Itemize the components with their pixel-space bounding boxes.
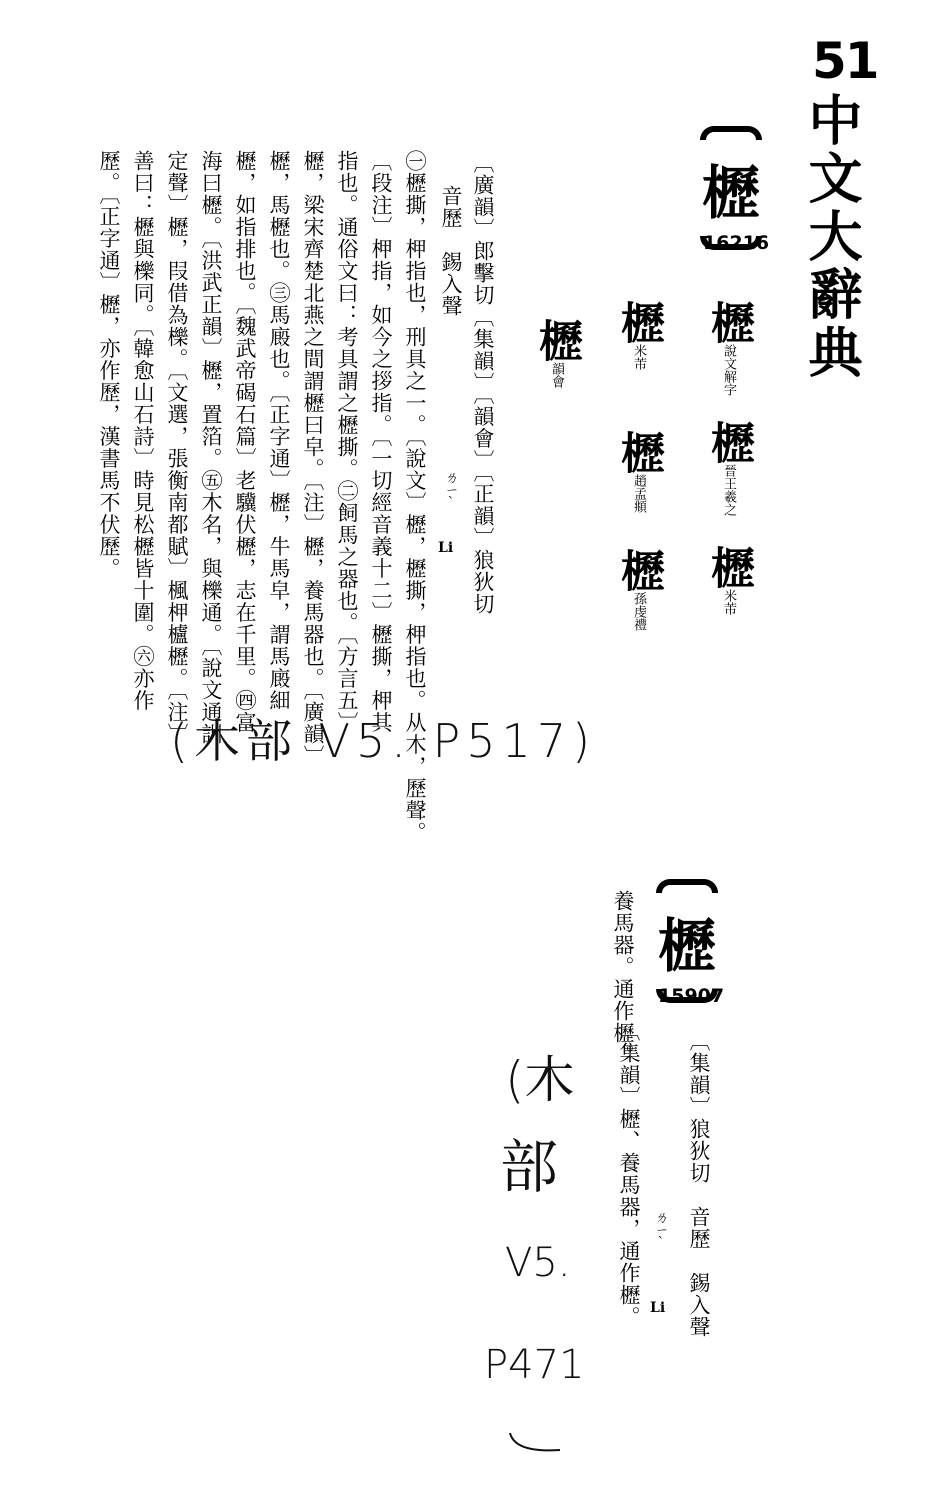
handwritten-note-2d: P471 xyxy=(484,1342,585,1388)
headword-box-1 xyxy=(700,140,762,236)
definition-column: 櫪，馬櫪也。㊂馬廄也。〔正字通〕櫪，牛馬皁，謂馬廄細 xyxy=(267,150,291,712)
handwritten-note-1: (木部 V5. P517) xyxy=(170,714,597,768)
page-number: 51 xyxy=(812,32,878,90)
variant-7: 櫪韻會 xyxy=(531,318,582,388)
bopomofo-1: ㄌㄧˋ xyxy=(443,470,459,512)
variant-5: 櫪趙孟頫 xyxy=(613,430,664,513)
variant-4: 櫪米芾 xyxy=(613,300,664,370)
headword-1: 櫪 xyxy=(701,159,760,227)
definition-column: 歷。〔正字通〕櫪，亦作歷，漢書馬不伏歷。 xyxy=(97,150,121,580)
handwritten-note-2b: 部 xyxy=(500,1133,559,1201)
roman-2: Li xyxy=(650,1300,666,1316)
dictionary-title: 中文大辭典 xyxy=(800,92,864,382)
bopomofo-2: ㄌㄧˋ xyxy=(653,1210,669,1252)
handwritten-note-2c: V5. xyxy=(505,1240,571,1286)
definition-column: 定聲〕櫪，叚借為櫟。〔文選，張衡南都賦〕楓柙櫨櫪。〔注〕 xyxy=(165,150,189,745)
variant-3: 櫪米芾 xyxy=(703,545,754,615)
definition-column: 櫪，梁宋齊楚北燕之間謂櫪曰皁。〔注〕櫪，養馬器也。〔廣韻〕 xyxy=(301,150,325,767)
pronunciation-line-1: 〔廣韻〕郎擊切〔集韻〕〔韻會〕〔正韻〕狼狄切 xyxy=(471,152,495,615)
handwritten-note-2a: (木 xyxy=(505,1051,575,1109)
variant-1: 櫪說文解字 xyxy=(703,300,754,396)
bracket-top xyxy=(700,126,762,140)
definition-column: 善曰：櫪與櫟同。〔韓愈山石詩〕時見松櫪皆十圍。㊅亦作 xyxy=(131,150,155,712)
headword-box-2 xyxy=(656,893,718,989)
definition-column: 海曰櫪。〔洪武正韻〕櫪，置箔。㊄木名，與櫟通。〔說文通訓 xyxy=(199,150,223,745)
definition-column: ㊀櫪撕，柙指也，刑具之一。〔說文〕櫪，櫪撕，柙指也。从木，歷聲。 xyxy=(403,150,427,844)
entry-code-2: 15907 xyxy=(658,985,725,1007)
variant-6: 櫪孫虔禮 xyxy=(613,548,664,631)
definition-column: 養馬器。通作櫪。 xyxy=(611,890,635,1066)
definition-column: 〔集韻〕櫪、養馬器，通作櫪。 xyxy=(617,1020,641,1328)
pronunciation-line-3: 〔集韻〕狼狄切 音歷 錫入聲 xyxy=(687,1030,711,1338)
handwritten-paren-icon xyxy=(505,1428,565,1458)
definition-column: 指也。通俗文曰：考具謂之櫪撕。㊁飼馬之器也。〔方言五〕 xyxy=(335,150,359,734)
variant-2: 櫪晉王羲之 xyxy=(703,420,754,516)
definition-column: 櫪，如指排也。〔魏武帝碣石篇〕老驥伏櫪，志在千里。㊃富 xyxy=(233,150,257,734)
roman-1: Li xyxy=(438,540,454,556)
headword-2: 櫪 xyxy=(657,912,716,980)
entry-code-1: 16216 xyxy=(703,232,770,254)
bracket-top xyxy=(656,879,718,893)
pronunciation-line-2: 音歷 錫入聲 xyxy=(439,185,463,317)
definition-column: 〔段注〕柙指，如今之拶指。〔一切經音義十二〕櫪撕，柙其 xyxy=(369,150,393,734)
